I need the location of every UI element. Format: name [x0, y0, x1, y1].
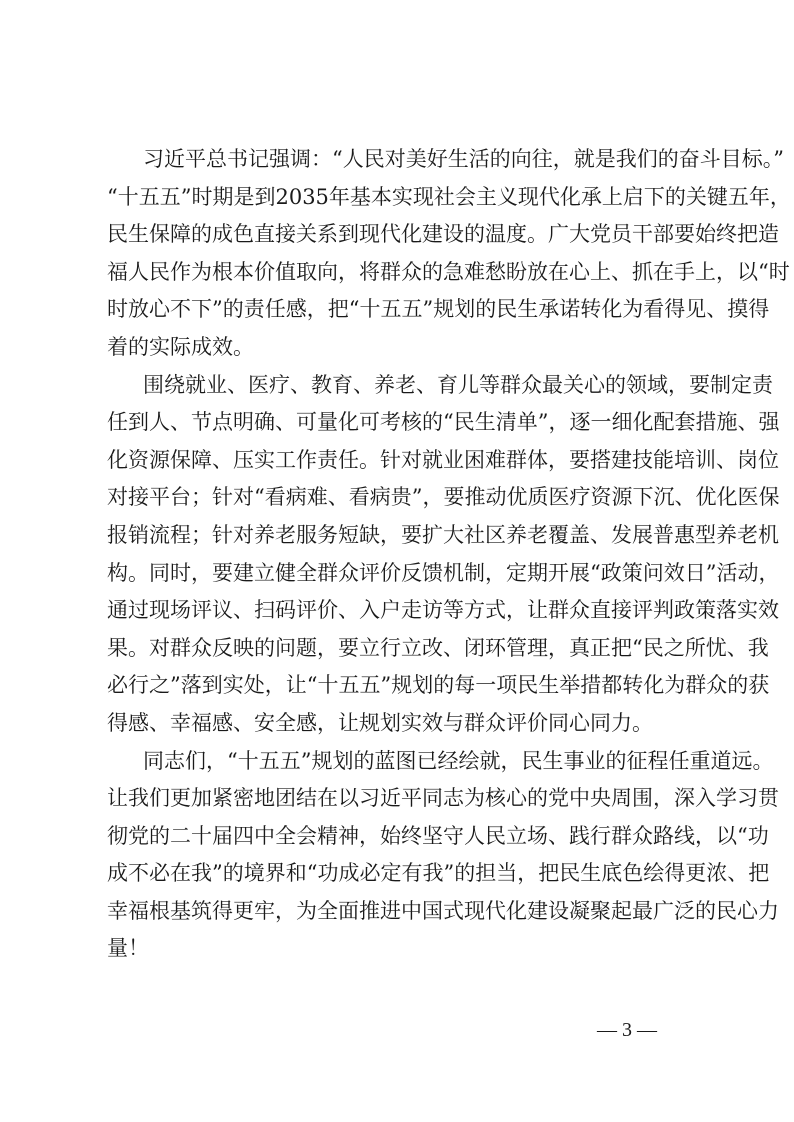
text-line: 让我们更加紧密地团结在以习近平同志为核心的党中央周围，深入学习贯 [107, 786, 779, 811]
text-line: 得感、幸福感、安全感，让规划实效与群众评价同心同力。 [107, 710, 653, 735]
text-line: 化资源保障、压实工作责任。针对就业困难群体，要搭建技能培训、岗位 [107, 447, 779, 472]
paragraph [107, 141, 791, 367]
document-body [107, 141, 791, 968]
text-line: “十五五”时期是到2035年基本实现社会主义现代化承上启下的关键五年， [107, 184, 791, 209]
text-line: 任到人、节点明确、可量化可考核的“民生清单”，逐一细化配套措施、强 [107, 410, 780, 435]
text-line: 同志们，“十五五”规划的蓝图已经绘就，民生事业的征程任重道远。 [143, 748, 774, 773]
text-line: 果。对群众反映的问题，要立行立改、闭环管理，真正把“民之所忧、我 [107, 635, 769, 660]
text-line: 必行之”落到实处，让“十五五”规划的每一项民生举措都转化为群众的获 [107, 673, 770, 698]
text-line: 围绕就业、医疗、教育、养老、育儿等群众最关心的领域，要制定责 [143, 372, 773, 397]
paragraph [107, 743, 779, 969]
text-line: 福人民作为根本价值取向，将群众的急难愁盼放在心上、抓在手上，以“时 [107, 259, 790, 284]
text-line: 通过现场评议、扫码评价、入户走访等方式，让群众直接评判政策落实效 [107, 598, 779, 623]
text-line: 彻党的二十届四中全会精神，始终坚守人民立场、践行群众路线，以“功 [107, 823, 769, 848]
text-line: 时放心不下”的责任感，把“十五五”规划的民生承诺转化为看得见、摸得 [107, 297, 770, 322]
text-line: 习近平总书记强调：“人民对美好生活的向往，就是我们的奋斗目标。” [143, 147, 784, 171]
text-line: 民生保障的成色直接关系到现代化建设的温度。广大党员干部要始终把造 [107, 222, 779, 247]
paragraph [107, 367, 780, 743]
text-line: 构。同时，要建立健全群众评价反馈机制，定期开展“政策问效日”活动， [107, 560, 780, 585]
text-line: 着的实际成效。 [107, 334, 254, 359]
text-line: 报销流程；针对养老服务短缺，要扩大社区养老覆盖、发展普惠型养老机 [107, 522, 779, 547]
text-line: 成不必在我”的境界和“功成必定有我”的担当，把民生底色绘得更浓、把 [107, 861, 770, 886]
text-line: 对接平台；针对“看病难、看病贵”，要推动优质医疗资源下沉、优化医保 [107, 485, 780, 510]
text-line: 量！ [107, 936, 149, 961]
text-line: 幸福根基筑得更牢，为全面推进中国式现代化建设凝聚起最广泛的民心力 [107, 898, 779, 923]
page-number: — 3 — [597, 1019, 657, 1041]
